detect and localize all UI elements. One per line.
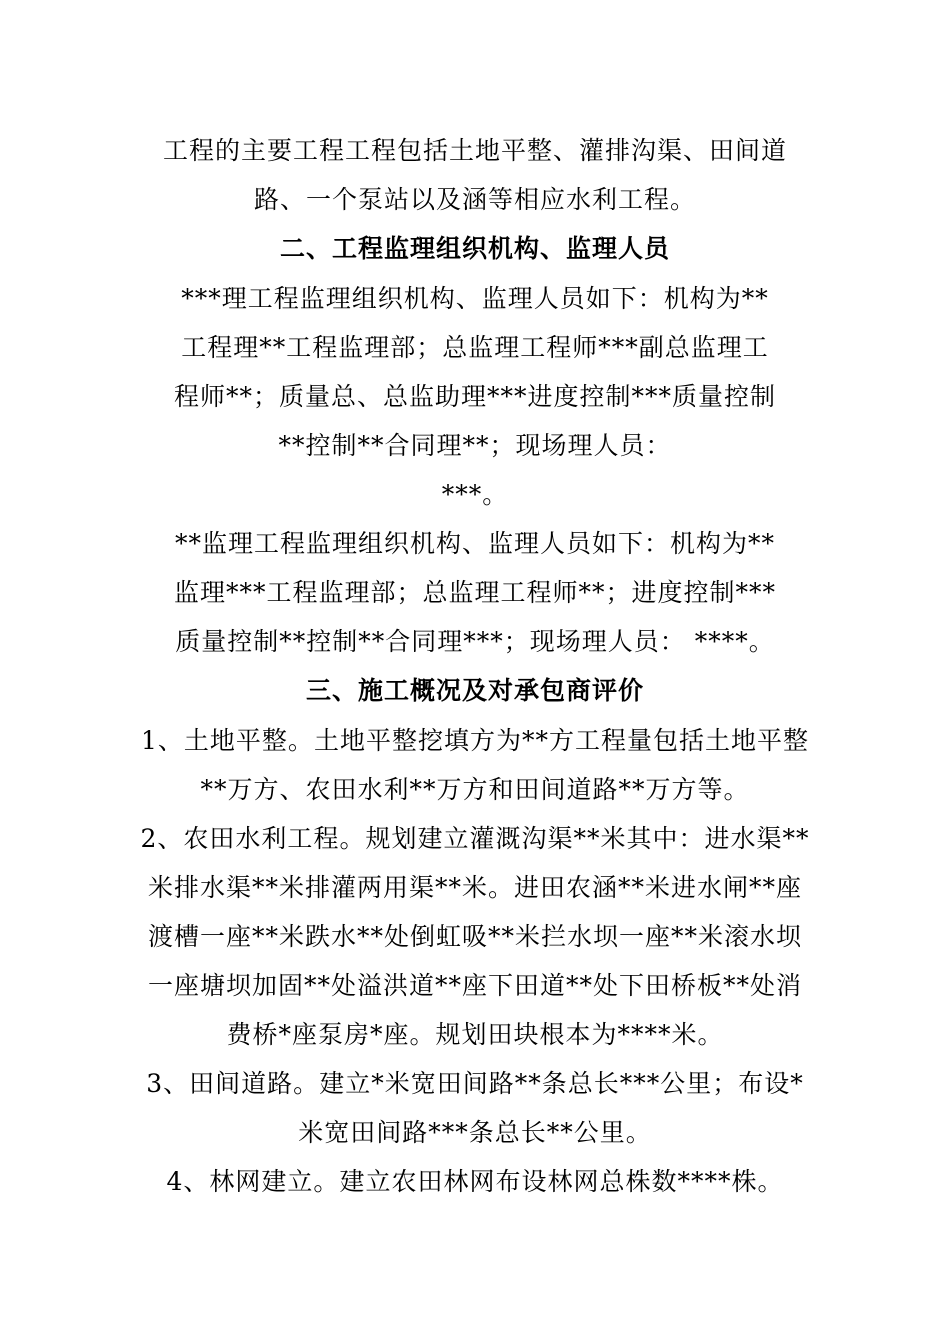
text-line: 一座塘坝加固**处溢洪道**座下田道**处下田桥板**处消 [147,971,802,1000]
section-2-paragraph-1 [140,274,810,519]
text-line: 4、林网建立。建立农田林网布设林网总株数****株。 [166,1167,784,1196]
text-line: **万方、农田水利**万方和田间道路**万方等。 [200,775,750,804]
text-line: 渡槽一座**米跌水**处倒虹吸**米拦水坝一座**米滚水坝 [147,922,802,951]
text-line: 监理***工程监理部；总监理工程师**；进度控制*** [173,578,776,607]
intro-paragraph [140,126,810,224]
text-line: ***。 [441,480,509,509]
text-line: 工程理**工程监理部；总监理工程师***副总监理工 [181,333,769,362]
text-line: 工程的主要工程工程包括土地平整、灌排沟渠、田间道 [162,136,787,165]
text-line: 2、农田水利工程。规划建立灌溉沟渠**米其中：进水渠** [140,824,810,853]
section-2-paragraph-2 [140,519,810,666]
section-3-item-3 [140,1059,810,1157]
text-line: ***理工程监理组织机构、监理人员如下：机构为** [181,284,769,313]
section-3-heading: 三、施工概况及对承包商评价 [305,676,644,705]
text-line: 费桥*座泵房*座。规划田块根本为****米。 [226,1020,724,1049]
text-line: 程师**；质量总、总监助理***进度控制***质量控制 [173,382,776,411]
text-line: **控制**合同理**；现场理人员： [278,431,672,460]
section-3-item-1 [140,716,810,814]
section-3-item-4 [140,1157,810,1206]
text-line: 米排水渠**米排灌两用渠**米。进田农涵**米进水闸**座 [147,873,802,902]
document-page [140,126,810,1206]
text-line: 3、田间道路。建立*米宽田间路**条总长***公里；布设* [146,1069,804,1098]
text-line: **监理工程监理组织机构、监理人员如下：机构为** [174,529,775,558]
text-line: 米宽田间路***条总长**公里。 [298,1118,652,1147]
text-line: 路、一个泵站以及涵等相应水利工程。 [253,185,696,214]
section-2-heading: 二、工程监理组织机构、监理人员 [279,234,670,263]
text-line: 1、土地平整。土地平整挖填方为**方工程量包括土地平整 [141,726,809,755]
text-line: 质量控制**控制**合同理***；现场理人员： ****。 [175,627,775,656]
section-3-item-2 [140,814,810,1059]
